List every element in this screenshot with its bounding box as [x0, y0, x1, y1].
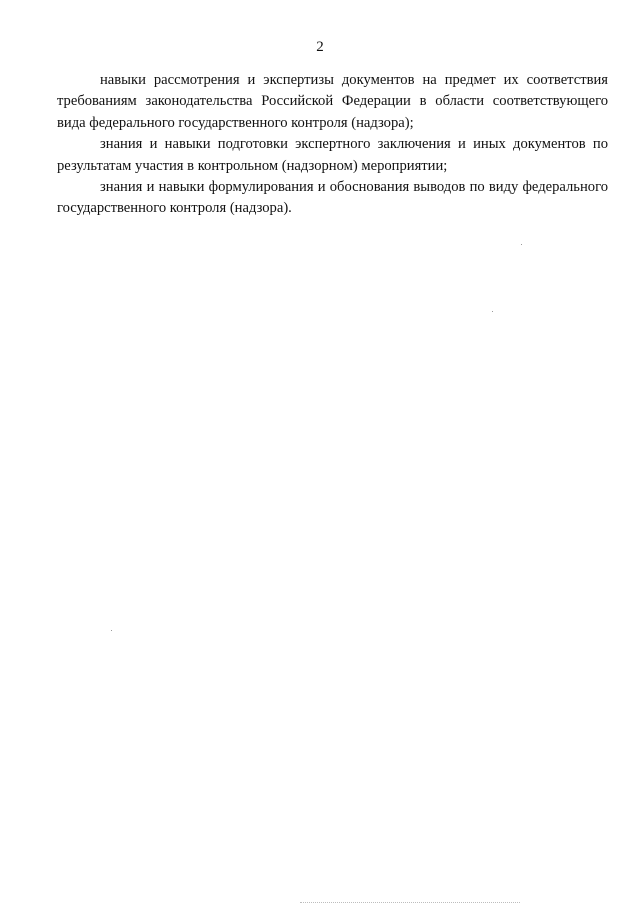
scan-speck: [492, 311, 493, 312]
paragraph-expert-conclusion: знания и навыки подготовки экспертного заключения и иных документов по результатам участия в контрольном (надзорном) мероприятии;: [57, 136, 608, 174]
paragraph-review-skills: навыки рассмотрения и экспертизы документов на предмет их соответствия требованиям законодательства Российской Федерации в области соответствующего вида федерального государственного контроля (надзора);: [57, 72, 608, 131]
page-number: 2: [316, 39, 324, 55]
paragraph-conclusions: знания и навыки формулирования и обоснования выводов по виду федерального государственного контроля (надзора).: [57, 179, 608, 217]
scan-speck: [521, 244, 522, 245]
scan-speck: [111, 630, 112, 631]
scan-edge-artifact: [300, 902, 520, 904]
document-body: [57, 70, 608, 220]
